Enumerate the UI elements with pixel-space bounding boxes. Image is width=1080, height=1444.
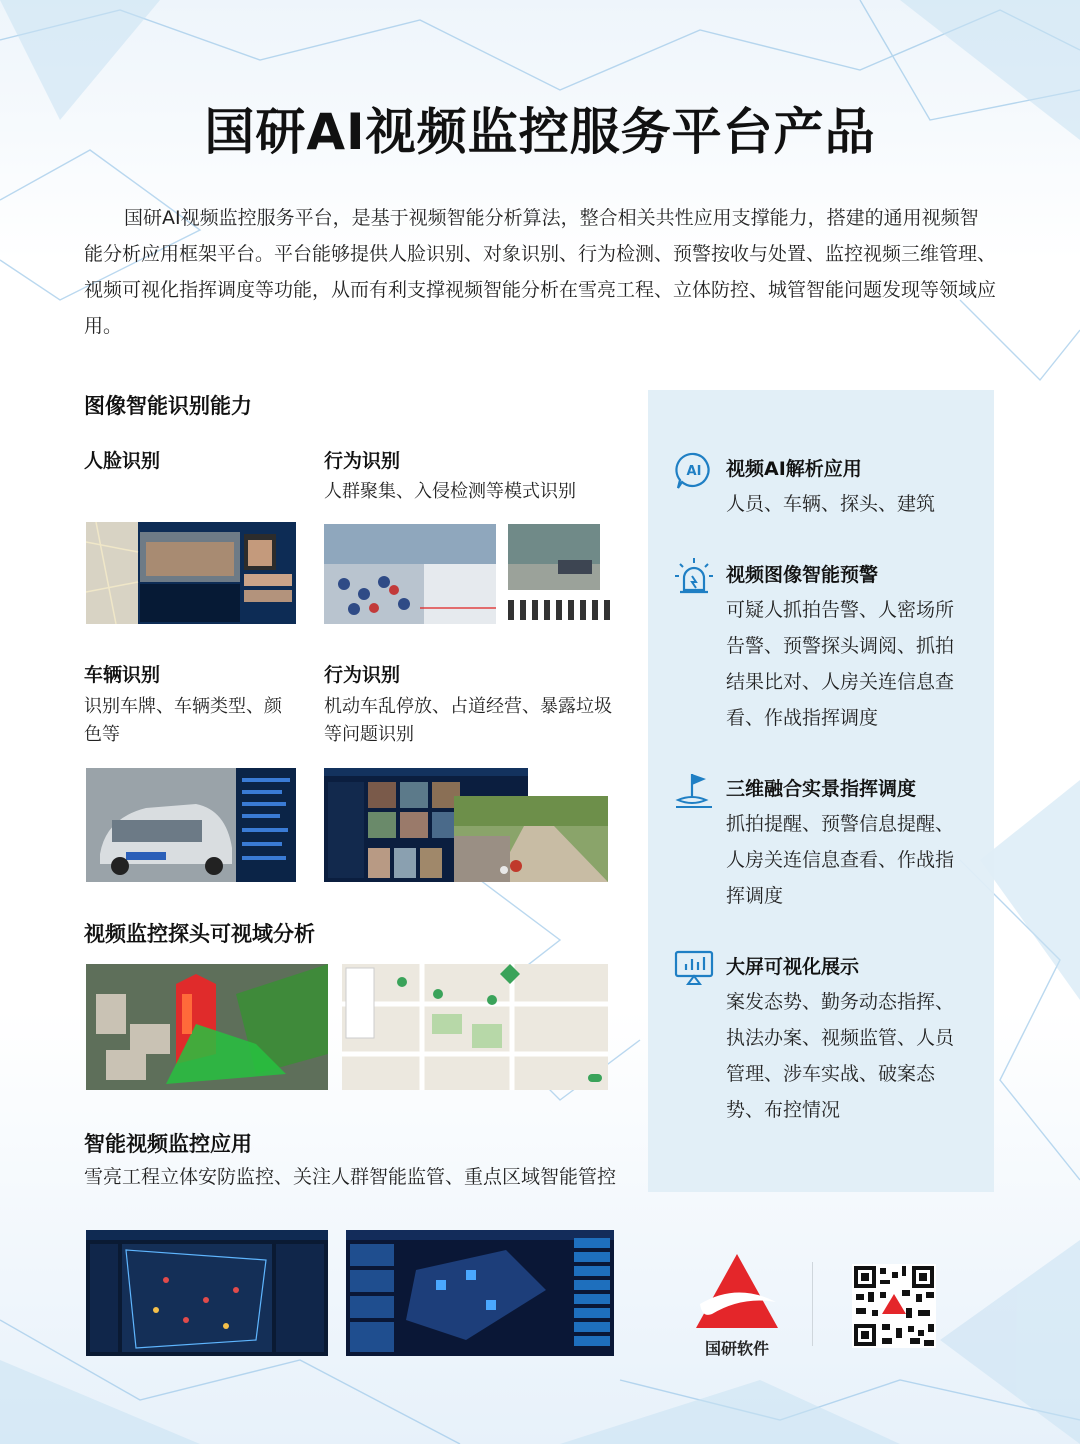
svg-text:AI: AI <box>686 464 702 479</box>
vehicle-recognition-screenshot <box>86 768 296 882</box>
ai-icon <box>672 450 716 490</box>
face-recognition-title: 人脸识别 <box>84 450 161 472</box>
vehicle-recognition-desc: 识别车牌、车辆类型、颜色等 <box>84 696 282 745</box>
camera-3d-view-screenshot <box>86 964 328 1090</box>
features-panel <box>648 390 994 1192</box>
section-title-camera-view: 视频监控探头可视域分析 <box>84 922 315 946</box>
behavior-recognition-2-desc: 机动车乱停放、占道经营、暴露垃圾等问题识别 <box>324 696 612 745</box>
face-recognition-screenshot <box>86 522 296 624</box>
behavior-recognition-desc: 人群聚集、入侵检测等模式识别 <box>324 481 576 502</box>
flag-location-icon <box>672 770 716 810</box>
big-screen-dashboard-screenshot <box>346 1230 614 1356</box>
logo-text: 国研软件 <box>704 1339 769 1358</box>
feature-title: 三维融合实景指挥调度 <box>726 778 917 800</box>
feature-desc: 人员、车辆、探头、建筑 <box>726 493 936 515</box>
feature-desc: 案发态势、勤务动态指挥、执法办案、视频监管、人员管理、涉车实战、破案态势、布控情况 <box>726 991 955 1121</box>
alarm-icon <box>672 556 716 596</box>
camera-map-view-screenshot <box>342 964 608 1090</box>
page-title: 国研AI视频监控服务平台产品 <box>204 103 876 161</box>
screen-chart-icon <box>672 948 716 988</box>
intrusion-detection-screenshot <box>508 524 612 624</box>
feature-title: 大屏可视化展示 <box>726 956 860 978</box>
behavior-recognition-2-title: 行为识别 <box>324 664 401 686</box>
feature-desc: 可疑人抓拍告警、人密场所告警、预警探头调阅、抓拍结果比对、人房关连信息查看、作战指挥调度 <box>726 599 955 729</box>
vehicle-recognition-title: 车辆识别 <box>84 664 161 686</box>
company-logo <box>692 1252 782 1362</box>
section-title-image-recognition: 图像智能识别能力 <box>84 394 252 418</box>
intro-paragraph: 国研AI视频监控服务平台，是基于视频智能分析算法，整合相关共性应用支撑能力，搭建的通用视频智能分析应用框架平台。平台能够提供人脸识别、对象识别、行为检测、预警按收与处置、监控视频三维管理、视频可视化指挥调度等功能，从而有利支撑视频智能分析在雪亮工程、立体防控、城管智能问题发现等领域应用。 <box>84 207 997 337</box>
roadside-trash-photo <box>454 796 608 882</box>
command-platform-screenshot <box>86 1230 328 1356</box>
qr-code-icon <box>852 1264 936 1348</box>
feature-desc: 抓拍提醒、预警信息提醒、人房关连信息查看、作战指挥调度 <box>726 813 955 907</box>
smart-app-desc: 雪亮工程立体安防监控、关注人群智能监管、重点区域智能管控 <box>84 1166 617 1188</box>
feature-title: 视频AI解析应用 <box>726 458 862 480</box>
logo-mark-icon <box>692 1252 782 1336</box>
section-title-smart-app: 智能视频监控应用 <box>84 1132 252 1156</box>
footer-divider <box>812 1262 813 1346</box>
crowd-detection-screenshot <box>324 524 496 624</box>
behavior-recognition-title: 行为识别 <box>324 450 401 472</box>
feature-title: 视频图像智能预警 <box>726 564 879 586</box>
